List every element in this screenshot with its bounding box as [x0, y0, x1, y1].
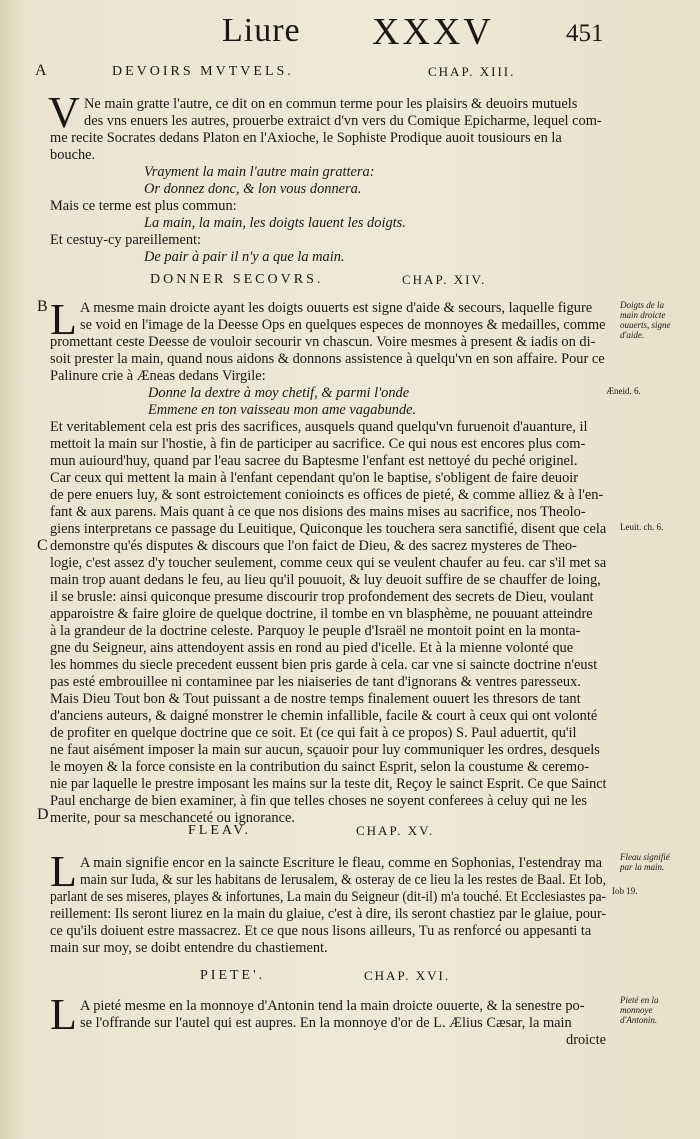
text-line: de pere enuers luy, & sont estroictement conioincts es offices de pieté, & comme alliez & à l'en- — [50, 487, 604, 503]
margin-note-piete: Pieté en la monnoye d'Antonin. — [620, 995, 659, 1025]
verse-line: Donne la dextre à moy chetif, & parmi l'onde — [148, 385, 410, 401]
text-line: apparoistre & faire gloire de quelque doctrine, il tombe en vn blasphème, ne pouuant atteindre — [50, 606, 593, 622]
section-title-piete: PIETE'. — [200, 968, 266, 983]
text-line: A pieté mesme en la monnoye d'Antonin tend la main droicte ouuerte, & la senestre po- — [80, 998, 585, 1014]
text-line: main trop auant dedans le feu, au lieu qu'il pouuoit, & luy deuoit suffire de se chauffer de loing, — [50, 572, 601, 588]
text-line: mun auiourd'huy, quand par l'eau sacree du Baptesme l'enfant est nettoyé du peché originel. — [50, 453, 578, 469]
verse-line: De pair à pair il n'y a que la main. — [144, 249, 345, 265]
margin-marker-d: D — [37, 806, 49, 823]
dropcap-l: L — [50, 295, 77, 344]
text-line: fant & aux parens. Mais quant à ce que nos disions des mains mises au sacrifice, nos Theolo- — [50, 504, 586, 520]
text-line: giens interpretans ce passage du Leuitique, Quiconque les touchera sera sanctifié, disent que cela — [50, 521, 607, 537]
verse-line: Or donnez donc, & lon vous donnera. — [144, 181, 362, 197]
text-line: bouche. — [50, 147, 96, 163]
text-line: Paul encharge de bien examiner, à fin que telles choses ne soyent conferees à celuy qui ne les — [50, 793, 587, 809]
text-line: main sur Iuda, & sur les habitans de Ierusalem, & osteray de ce lieu la les restes de Baal. Et Iob, — [80, 872, 607, 888]
verse-line: Emmene en ton vaisseau mon ame vagabunde. — [148, 402, 417, 418]
text-line: pas esté embrouillee ni contaminee par les niaiseries de tant d'ignorans & ventres paresseux. — [50, 674, 581, 690]
text-line: Car ceux qui mettent la main à l'enfant cependant qu'on le baptise, s'obligent de faire deuoir — [50, 470, 579, 486]
text-line: Et veritablement cela est pris des sacrifices, ausquels quand quelqu'vn furuenoit d'auanture, il — [50, 419, 588, 435]
dropcap-l: L — [50, 847, 77, 896]
chapter-label-xvi: CHAP. XVI. — [364, 968, 451, 983]
text-line: ne faut aisément imposer la main sur aucun, sçauoir pour luy communiquer les ordres, desquels — [50, 742, 600, 758]
margin-note-fleau: Fleau signifié par la main. — [620, 852, 670, 872]
margin-marker-b: B — [37, 298, 48, 315]
margin-ref-leuit: Leuit. ch. 6. — [620, 522, 664, 532]
text-line: Palinure crie à Æneas dedans Virgile: — [50, 368, 266, 384]
section-title-devoirs: DEVOIRS MVTVELS. — [112, 64, 294, 79]
text-line: Mais Dieu Tout bon & Tout puissant a de nostre temps finalement ouuert les thresors de tant — [50, 691, 581, 707]
text-line: à la grandeur de la doctrine celeste. Parquoy le peuple d'Israël ne montoit point en la monta- — [50, 623, 581, 639]
text-line: se void en l'image de la Deesse Ops en quelques especes de monnoyes & medailles, comme — [80, 317, 606, 333]
section-title-fleau: FLEAV. — [188, 823, 252, 838]
text-line: Ne main gratte l'autre, ce dit on en commun terme pour les plaisirs & deuoirs mutuels — [84, 96, 578, 112]
text-line: logie, c'est assez d'y toucher seulement, comme ceux qui se veulent chaufer au feu. car s'il met sa — [50, 555, 607, 571]
running-head — [0, 4, 700, 54]
text-line: mettoit la main sur l'hostie, à fin de participer au sacrifice. Ce qui nous est encores plus com- — [50, 436, 586, 452]
text-line: Mais ce terme est plus commun: — [50, 198, 237, 214]
text-line: merite, pour sa meschanceté ou ignorance. — [50, 810, 295, 826]
margin-ref-iob: Iob 19. — [612, 886, 638, 896]
chapter-label-xiii: CHAP. XIII. — [428, 64, 516, 79]
section-title-donner-secours: DONNER SECOVRS. — [150, 272, 324, 287]
text-line: parlant de ses miseres, playes & infortunes, La main du Seigneur (dit-il) m'a touché. Et Ecclesiastes pa- — [50, 889, 607, 905]
text-line: nie par laquelle le prestre imposant les mains sur la teste dit, Reçoy le sainct Esprit. Ce que Sainct — [50, 776, 607, 792]
text-line: gne du Seigneur, ains attendoyent assis en rond au pied d'icelle. Et à la mienne volonté que — [50, 640, 574, 656]
text-line: il se brusle: ainsi quiconque presume discourir trop profondement des secrets de Dieu, voulant — [50, 589, 594, 605]
text-line: demonstre qu'és disputes & discours que l'on faict de Dieu, & des sacrez mysteres de Theo- — [50, 538, 577, 554]
text-line: me recite Socrates dedans Platon en l'Axioche, le Sophiste Prodique auoit tousiours en la — [50, 130, 562, 146]
running-head-title: Liure — [222, 12, 301, 49]
verse-line: Vrayment la main l'autre main grattera: — [144, 164, 375, 180]
text-line: promettant ceste Deesse de vouloir secourir vn chascun. Voire mesmes à present & iadis on di- — [50, 334, 596, 350]
catchword: droicte — [566, 1032, 606, 1048]
margin-note-doigts: Doigts de la main droicte ouuerts, signe d'aide. — [620, 300, 671, 340]
folio-number: 451 — [566, 20, 604, 47]
chapter-label-xiv: CHAP. XIV. — [402, 272, 487, 287]
margin-marker-c: C — [37, 537, 48, 554]
dropcap-l: L — [50, 990, 77, 1039]
text-line: A main signifie encor en la saincte Escriture le fleau, comme en Sophonias, I'estendray ma — [80, 855, 603, 871]
text-line: se l'offrande sur l'autel qui est aupres. En la monnoye d'or de L. Ælius Cæsar, la main — [80, 1015, 572, 1031]
book-number: XXXV — [372, 11, 494, 53]
text-line: A mesme main droicte ayant les doigts ouuerts est signe d'aide & secours, laquelle figure — [80, 300, 593, 316]
text-line: des vns enuers les autres, prouerbe extraict d'vn vers du Comique Epicharme, lequel com- — [84, 113, 602, 129]
text-line: ce qu'ils doiuent estre massacrez. Et ce que nous lisons ailleurs, Tu as renforcé ou appesanti ta — [50, 923, 592, 939]
dropcap-v: V — [48, 88, 80, 137]
verse-line: La main, la main, les doigts lauent les doigts. — [144, 215, 406, 231]
margin-marker-a: A — [35, 62, 47, 79]
text-line: de profiter en quelque doctrine que ce soit. Et (ce qui fait à ce propos) S. Paul aduertit, qu'il — [50, 725, 577, 741]
text-line: le moyen & la force consiste en la contribution du sainct Esprit, selon la coustume & ceremo- — [50, 759, 590, 775]
margin-ref-aeneid: Æneid. 6. — [606, 386, 641, 396]
text-line: les hommes du siecle precedent eussent bien pris garde à cela. car vne si saincte doctrine n'eust — [50, 657, 598, 673]
text-line: reillement: Ils seront liurez en la main du glaiue, c'est à dire, ils seront chastiez par le glaiue, pour- — [50, 906, 607, 922]
text-line: Et cestuy-cy pareillement: — [50, 232, 202, 248]
text-line: main sur moy, se doibt entendre du chastiement. — [50, 940, 328, 956]
text-line: soit prester la main, quand nous aidons & donnons assistence à quelqu'vn en son affaire. Pour ce — [50, 351, 605, 367]
chapter-label-xv: CHAP. XV. — [356, 823, 435, 838]
text-line: d'anciens auteurs, & daigné monstrer le chemin infallible, facile & court à ceux qui ont volonté — [50, 708, 598, 724]
